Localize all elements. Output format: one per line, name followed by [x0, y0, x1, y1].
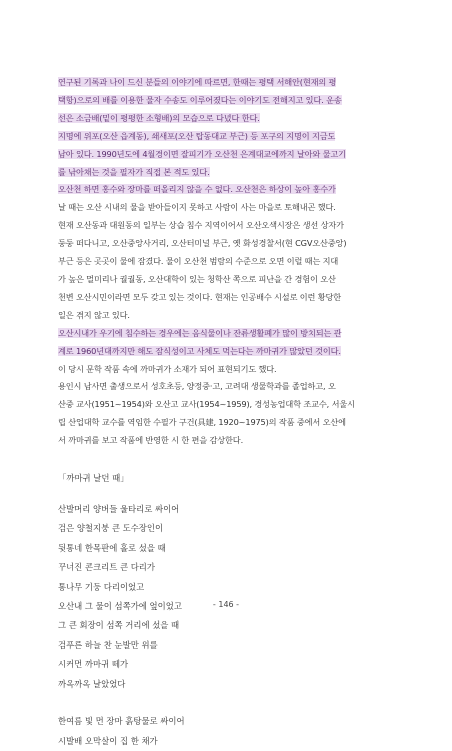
paragraph-line: 현재 오산동과 대원동의 일부는 상습 침수 지역이어서 오산오색시장은 생선 상자가 [58, 220, 344, 231]
paragraph-line: 이 당시 문학 작품 속에 까마귀가 소재가 되어 표현되기도 했다. [58, 363, 277, 374]
poem [58, 500, 404, 751]
page-number: - 146 - [212, 600, 240, 609]
paragraph-line: 용인시 남사면 출생으로서 성호초등, 양정중·고, 고려대 생물학과를 졸업하고, 오 [58, 381, 336, 392]
paragraph-3 [58, 181, 404, 324]
paragraph-2 [58, 128, 404, 182]
paragraph-line: 립 산업대학 교수를 역임한 수필가 구건(具建, 1920~1975)의 작품 중에서 오산에 [58, 417, 346, 428]
paragraph-line: 를 낚아채는 것을 필자가 직접 본 적도 있다. [58, 166, 210, 177]
poem-line: 그 큰 회장이 섬쪽 거리에 섰을 때 [58, 620, 180, 631]
poem-line: 검푸른 하늘 찬 눈발만 위를 [58, 639, 158, 650]
paragraph-5 [58, 378, 404, 450]
poem-line: 오산내 그 물이 섬쪽가에 엎이었고 [58, 601, 182, 612]
paragraph-line: 서 까마귀를 보고 작품에 반영한 시 한 편을 감상한다. [58, 435, 244, 446]
paragraph-line: 가 높은 멀미리나 궐궐동, 오산대학이 있는 청학산 쪽으로 피난을 간 경험이 오산 [58, 273, 336, 284]
poem-line: 시발배 오막살이 집 한 채가 [58, 735, 158, 746]
paragraph-line: 날 때는 오산 시내의 물을 받아들이지 못하고 사람이 사는 마을로 토해내곤 했다. [58, 202, 336, 213]
poem-line: 까옥까옥 날았었다 [58, 678, 126, 689]
paragraph-line: 오산천 하면 홍수와 장마를 떠올리지 않을 수 없다. 오산천은 하상이 높아 홍수가 [58, 184, 336, 195]
paragraph-line: 오산시내가 우기에 침수하는 경우에는 음식물이나 잔류생활폐가 많이 방치되는 관 [58, 327, 342, 338]
poem-line: 검은 양철지붕 큰 도수장인이 [58, 523, 164, 534]
paragraph-line: 산중 교사(1951~1954)와 오산고 교사(1954~1959), 경성농업대학 조교수, 서울시 [58, 399, 355, 410]
paragraph-line: 택항)으로의 배를 이용한 물자 수송도 이루어졌다는 이야기도 전해지고 있다. 운송 [58, 94, 342, 105]
paragraph-line: 부근 등은 곳곳이 물에 잠겼다. 물이 오산천 범람의 수준으로 오면 이럴 때는 지대 [58, 256, 339, 267]
paragraph-line: 선은 소금배(밑이 평평한 소형배)의 모습으로 다녔다 한다. [58, 112, 260, 123]
paragraph-line: 계로 1960년대까지만 해도 잠식성이고 사체도 먹는다는 까마귀가 많았던 것이다. [58, 345, 341, 356]
poem-line: 통나무 기둥 다리이었고 [58, 581, 145, 592]
paragraph-line: 남아 있다. 1990년도에 4월경이면 잘피기가 오산천 은계대교에까지 날아와 물고기 [58, 148, 346, 159]
paragraph-1 [58, 74, 404, 128]
paragraph-line: 둥둥 떠다니고, 오산중앙사거리, 오산터미널 부근, 옛 화성경찰서(현 CGV오산중앙) [58, 238, 347, 249]
paragraph-line: 지명에 위포(오산 읍계동), 쇄새포(오산 탑동대교 부근) 등 포구의 지명이 지금도 [58, 130, 336, 141]
stanza-gap [58, 694, 404, 712]
poem-line: 시커먼 까마귀 떼가 [58, 659, 129, 670]
poem-line: 뒷통네 한목판에 홀로 섰을 때 [58, 542, 166, 553]
paragraph-line: 천변 오산시민이라면 모두 갖고 있는 것이다. 현재는 인공배수 시설로 이런 황당한 [58, 291, 342, 302]
document-page [58, 74, 404, 751]
poem-title: 「까마귀 날던 때」 [58, 473, 129, 484]
paragraph-line: 일은 겪지 않고 있다. [58, 309, 130, 320]
paragraph-line: 연구된 기록과 나이 드신 분들의 이야기에 따르면, 한때는 평택 서해안(현재의 평 [58, 77, 337, 87]
poem-line: 한여름 빛 먼 장마 흙탕물로 싸이어 [58, 716, 185, 727]
paragraph-4 [58, 325, 404, 379]
poem-line: 꾸너진 콘크리트 큰 다리가 [58, 562, 155, 573]
poem-line: 산발머리 양버들 울타리로 싸이어 [58, 504, 180, 515]
